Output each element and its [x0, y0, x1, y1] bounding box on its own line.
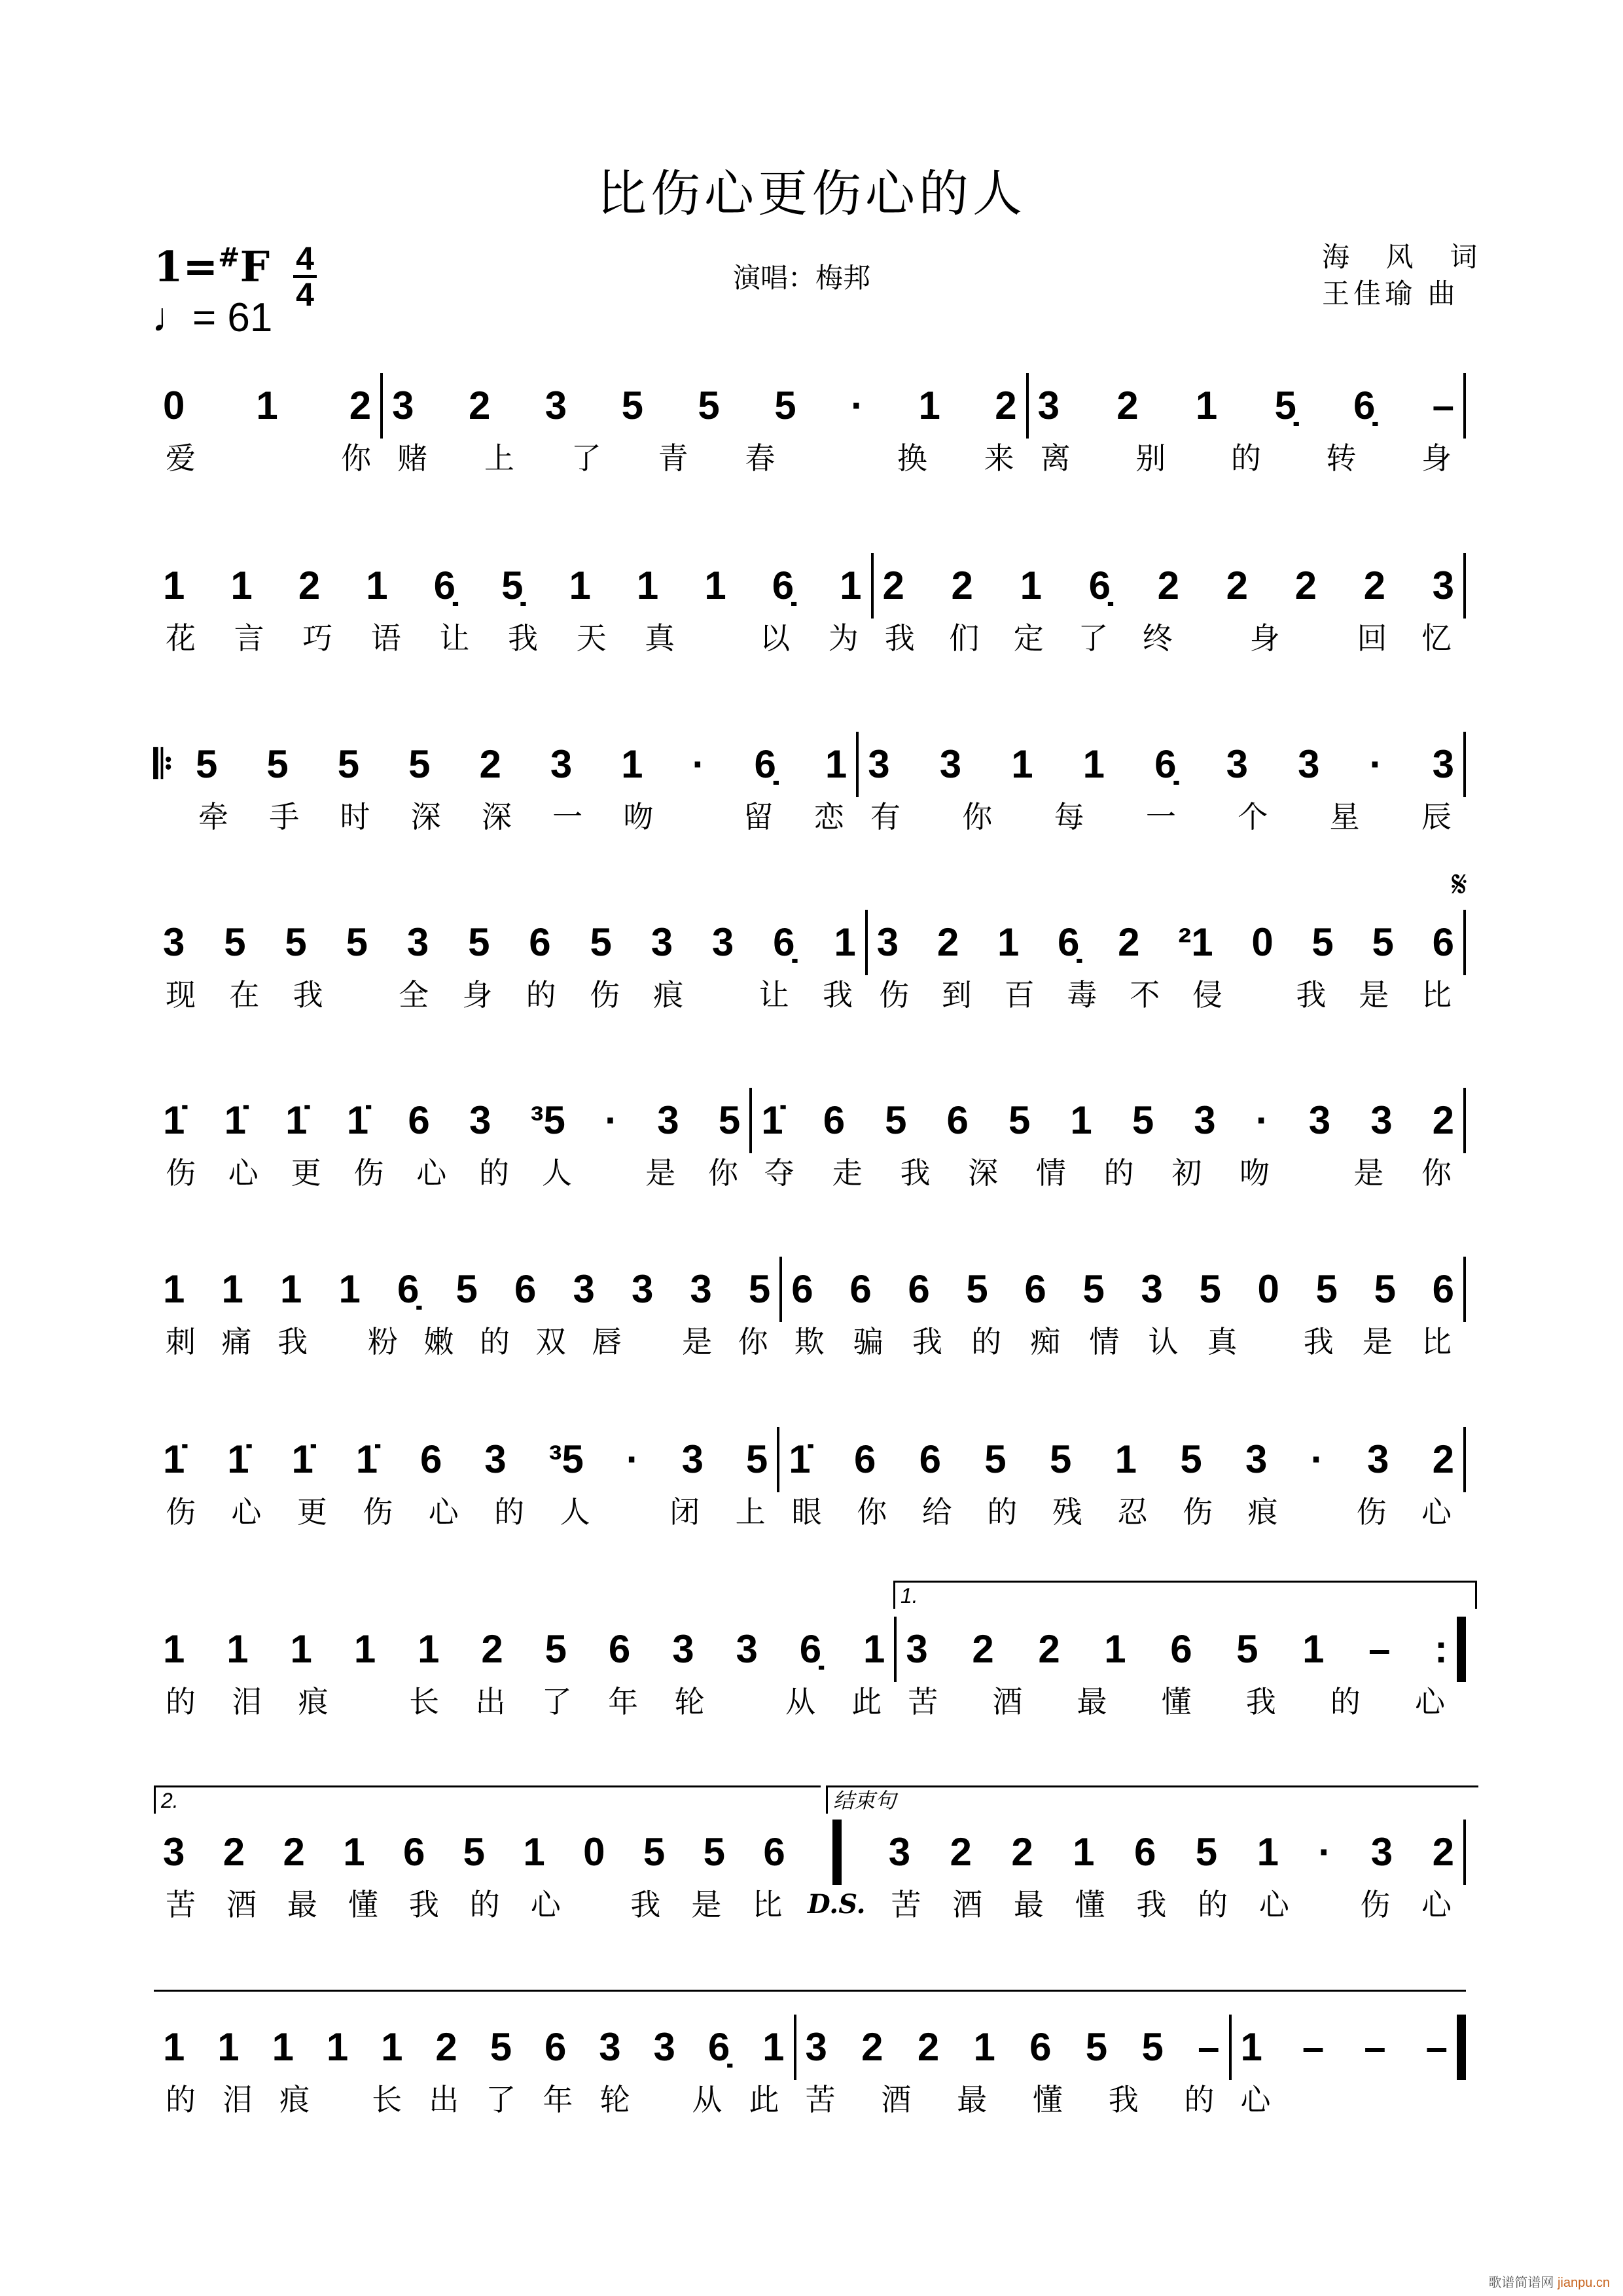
lyric-measure: 我们定了终 身 回忆	[884, 621, 1452, 655]
lyric-measure: 牵手时深深一吻 留恋	[198, 800, 844, 834]
lyrics-row	[154, 1492, 1466, 1532]
lyric-measure: 眼你给的残忍伤痕 伤心	[791, 1495, 1452, 1529]
time-signature	[293, 240, 317, 313]
lyric-measure: 欺骗我的痴情认真 我是比	[794, 1325, 1452, 1359]
watermark-cn: 歌谱简谱网	[1488, 2276, 1554, 2290]
tempo	[152, 295, 272, 341]
measure: 3 3 1 1 6̣ 3 3 · 3	[868, 742, 1454, 786]
system-10	[154, 2015, 1466, 2119]
notes-row	[154, 2015, 1466, 2080]
lyric-measure: 伤心更伤心的人 是你	[166, 1156, 738, 1190]
barline	[1463, 1427, 1466, 1492]
notes-row	[154, 553, 1466, 619]
measure: 1 1 2 1 6̣ 5̣ 1 1 1 6̣ 1	[163, 564, 862, 607]
song-title: 比伤心更伤心的人	[597, 166, 1026, 222]
lyrics-row	[154, 1322, 1466, 1361]
sharp-icon: #	[218, 242, 240, 273]
lyrics-row	[154, 619, 1466, 658]
singer: 演唱：梅邦	[733, 262, 871, 293]
final-barline	[1457, 2015, 1466, 2080]
key-signature	[154, 242, 270, 291]
system-6	[154, 1257, 1466, 1361]
time-top: 4	[296, 240, 314, 277]
lyrics-row	[154, 439, 1466, 478]
measure: 1̇ 6 6 5 5 1 5 3 · 3 2	[789, 1437, 1454, 1481]
lyric-measure: 赌上了青春 换来	[397, 441, 1014, 475]
watermark-url: jianpu.cn	[1557, 2276, 1610, 2290]
lyric-measure: 苦酒最懂我的	[805, 2083, 1215, 2117]
key-one: 1	[154, 242, 183, 292]
measure: 1̇ 1̇ 1̇ 1̇ 6 3 ³5 · 3 5	[163, 1437, 768, 1481]
notes-row	[154, 910, 1466, 975]
time-bottom: 4	[296, 276, 314, 313]
segno-icon: 𝄋	[1452, 863, 1468, 905]
coda-bracket: 结束句	[826, 1785, 1478, 1814]
system-8	[154, 1617, 1466, 1721]
lyric-measure: 离别的转身	[1040, 441, 1452, 475]
system-3	[154, 732, 1466, 836]
lyrics-row	[154, 975, 1466, 1014]
measure: 3 5 5 5 3 5 6 5 3 3 6̣ 1	[163, 920, 856, 964]
measure: 3 2 3 5 5 5 · 1 2	[392, 384, 1017, 427]
measure: 3 2 2 1 6 5 5 –	[805, 2025, 1220, 2069]
measure: 3 2 2 1 6 5 1 0 5 5 6	[163, 1830, 785, 1874]
barline	[1463, 910, 1466, 975]
lyrics-row	[154, 1153, 1466, 1193]
volta-1: 1.	[893, 1581, 1477, 1609]
barline	[1463, 1257, 1466, 1322]
lyric-measure: 伤心更伤心的人 闭上	[166, 1495, 766, 1529]
measure: 3 2 2 1 6 5 1 – :	[906, 1627, 1448, 1671]
measure: 1 – – –	[1240, 2025, 1448, 2069]
barline	[1463, 1088, 1466, 1153]
composer: 王佳瑜 曲	[1322, 278, 1459, 309]
system-9	[154, 1820, 1466, 1924]
lyrics-row	[154, 2080, 1466, 2119]
system-5	[154, 1088, 1466, 1193]
lyric-measure: 的泪痕 长出了年轮 从此	[166, 2083, 779, 2117]
measure: 1 1 1 1 1 2 5 6 3 3 6̣ 1	[163, 1627, 885, 1671]
credits	[1322, 239, 1491, 312]
notes-row	[154, 1088, 1466, 1153]
measure: 1̇ 6 5 6 5 1 5 3 · 3 3 2	[761, 1098, 1454, 1142]
barline	[1463, 732, 1466, 797]
measure: 1 1 1 1 1 2 5 6 3 3 6̣ 1	[163, 2025, 785, 2069]
tempo-value: = 61	[192, 295, 273, 340]
notes-row	[154, 373, 1466, 439]
lyric-measure: 苦酒最懂我的心	[908, 1685, 1445, 1719]
lyric-measure: 苦酒最懂我的心 我是比	[166, 1888, 783, 1922]
system-7	[154, 1427, 1466, 1532]
ds-marking: D.S.	[808, 1889, 866, 1920]
notes-row	[154, 1617, 1466, 1682]
quarter-note-icon: ♩	[152, 295, 192, 340]
system-1	[154, 373, 1466, 478]
lyric-measure: 爱你	[166, 441, 372, 475]
ds-gap	[794, 1820, 880, 1885]
lyric-measure: 苦酒最懂我的心 伤心	[891, 1888, 1452, 1922]
watermark	[1488, 2272, 1610, 2291]
final-barline	[1457, 1617, 1466, 1682]
barline	[1463, 1820, 1466, 1885]
key-note: F	[240, 242, 270, 292]
measure: 0 1 2	[163, 384, 372, 427]
lyric-measure: 夺走我深情的初吻 是你	[764, 1156, 1452, 1190]
notes-row	[154, 732, 1466, 797]
measure: 2 2 1 6̣ 2 2 2 2 3	[882, 564, 1454, 607]
measure: 3 2 1 6̣ 2 ²1 0 5 5 6	[876, 920, 1454, 964]
lyric-measure: 刺痛我 粉嫩的双唇 是你	[166, 1325, 768, 1359]
system-2	[154, 553, 1466, 658]
lyric-measure: 花言巧语让我天真 以为	[166, 621, 859, 655]
lyricist: 海 风 词	[1322, 242, 1492, 272]
measure: 6 6 6 5 6 5 3 5 0 5 5 6	[791, 1267, 1454, 1311]
lyric-measure: 的泪痕 长出了年轮 从此	[166, 1685, 882, 1719]
measure: 3 2 1 5̣ 6̣ –	[1037, 384, 1454, 427]
measure: 3 2 2 1 6 5 1 · 3 2	[888, 1830, 1454, 1874]
repeat-start-icon: 𝄆	[154, 742, 173, 786]
key-eq: =	[183, 242, 219, 292]
barline	[1463, 373, 1466, 439]
volta-2: 2.	[154, 1785, 821, 1814]
lyric-measure: 心	[1240, 2083, 1271, 2117]
measure: 5 5 5 5 2 3 1 · 6̣ 1	[196, 742, 847, 786]
lyrics-row	[154, 1885, 1466, 1924]
lyrics-row	[154, 1682, 1466, 1721]
lyric-measure: 现在我 全身的伤痕 让我	[166, 978, 853, 1012]
barline	[1463, 553, 1466, 619]
coda-line	[154, 1990, 1466, 1992]
double-barline	[832, 1820, 842, 1885]
notes-row	[154, 1427, 1466, 1492]
lyrics-row	[154, 797, 1466, 836]
notes-row	[154, 1820, 1466, 1885]
system-4	[154, 910, 1466, 1014]
measure: 1̇ 1̇ 1̇ 1̇ 6 3 ³5 · 3 5	[163, 1098, 741, 1142]
notes-row	[154, 1257, 1466, 1322]
lyric-measure: 伤到百毒不侵 我是比	[879, 978, 1452, 1012]
measure: 1 1 1 1 6̣ 5 6 3 3 3 5	[163, 1267, 771, 1311]
lyric-measure: 有你每一个星辰	[870, 800, 1452, 834]
